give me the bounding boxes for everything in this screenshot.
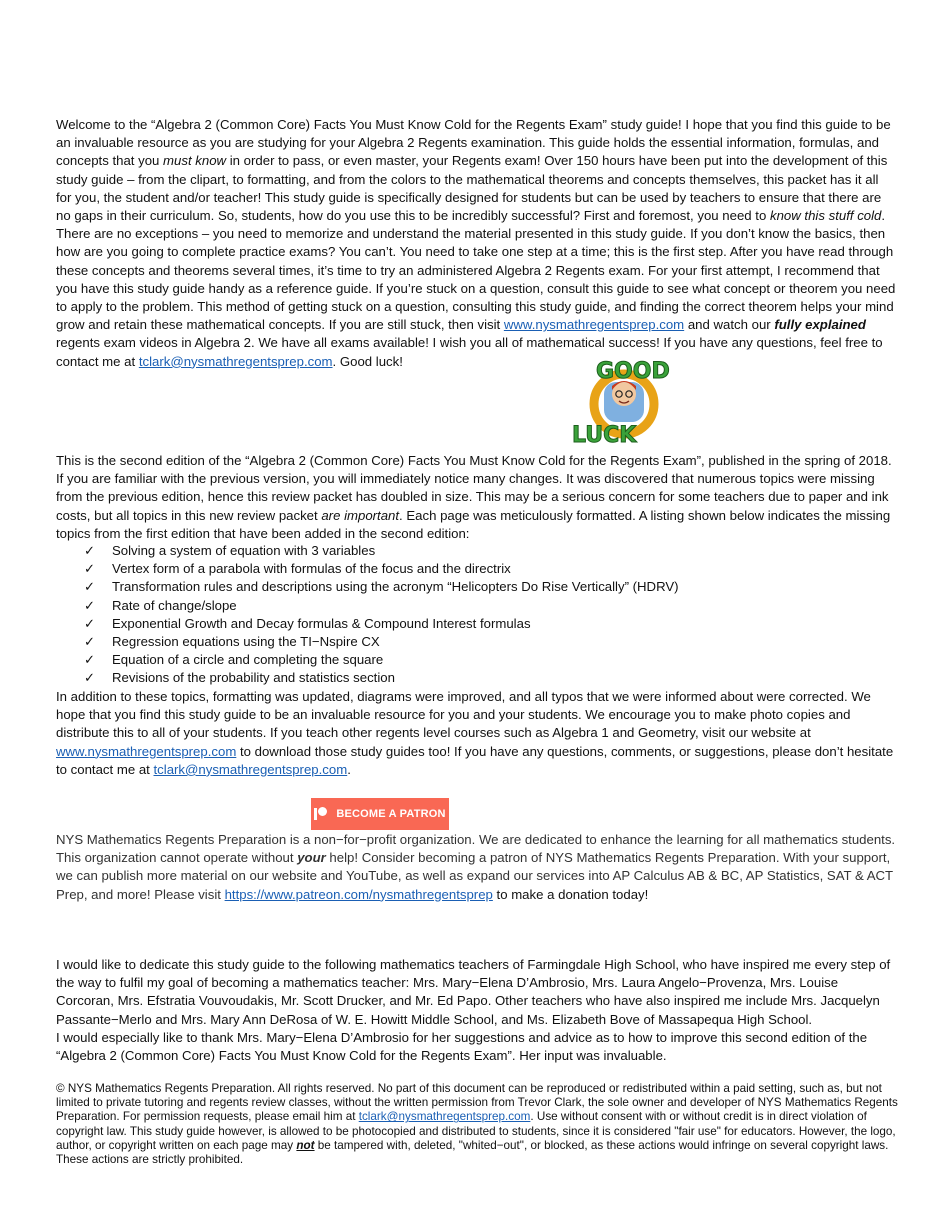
- intro-emphasis-know-cold: know this stuff cold: [769, 208, 882, 224]
- nonprofit-text: help! Consider becoming a patron of NYS Mathematics Regents Preparation. With your support, we can publish more material on our website and YouTube, as well as expand our services into AP Calculus AB & BC, AP Statistics, SAT & ACT Prep, and more! Please visit: [56, 850, 893, 902]
- checkmark-icon: ✓: [84, 652, 96, 668]
- good-luck-cartoon-icon: [566, 354, 678, 448]
- patreon-link[interactable]: https://www.patreon.com/nysmathregentsprep: [224, 886, 493, 902]
- thanks-paragraph: I would especially like to thank Mrs. Mary−Elena D’Ambrosio for her suggestions and advice as to how to improve this second edition of the “Algebra 2 (Common Core) Facts You Must Know Cold for the Regents Exam”. Her input was invaluable.: [56, 1030, 868, 1064]
- checkmark-icon: ✓: [84, 597, 96, 613]
- list-item-text: Vertex form of a parabola with formulas of the focus and the directrix: [112, 561, 511, 577]
- intro-text: Welcome to the “Algebra 2 (Common Core) Facts You Must Know Cold for the Regents Exam” study guide! I hope that you find this guide to be an invaluable resource as you are studying for your Algebra 2 Regents examination. This guide holds the essential information, formulas, and concepts that you: [56, 117, 891, 169]
- list-item: [56, 615, 896, 633]
- list-item-text: Equation of a circle and completing the square: [112, 652, 384, 668]
- list-item: [56, 597, 896, 615]
- checkmark-icon: ✓: [84, 561, 96, 577]
- additional-text: In addition to these topics, formatting was updated, diagrams were improved, and all typos that we were informed about were corrected. We hope that you find this study guide to be an invaluable resource for you and your students. We encourage you to make photo copies and distribute this to all of your students. If you teach other regents level courses such as Algebra 1 and Geometry, visit our website at: [56, 689, 871, 741]
- email-link[interactable]: tclark@nysmathregentsprep.com: [358, 1110, 531, 1124]
- additional-text: .: [347, 761, 351, 777]
- edition-text: This is the second edition of the “Algebra 2 (Common Core) Facts You Must Know Cold for the Regents Exam”, published in the spring of 2018. If you are familiar with the previous version, you will immediately notice many changes. It was discovered that numerous topics were missing from the previous edition, hence this review packet has doubled in size. This may be a serious concern for some teachers due to paper and ink costs, but all topics in this new review packet: [56, 453, 892, 523]
- intro-text: regents exam videos in Algebra 2. We have all exams available! I wish you all of mathematical success! If you have any questions, feel free to contact me at: [56, 335, 883, 369]
- additional-paragraph: [56, 688, 896, 779]
- nonprofit-text: to make a donation today!: [492, 886, 649, 902]
- good-word: GOOD: [596, 359, 670, 384]
- list-item: [56, 669, 896, 687]
- intro-text: and watch our: [684, 317, 775, 333]
- list-item-text: Solving a system of equation with 3 variables: [112, 543, 376, 558]
- list-item-text: Transformation rules and descriptions using the acronym “Helicopters Do Rise Vertically” (HDRV): [112, 579, 679, 595]
- copyright-notice: [56, 1082, 898, 1167]
- patron-button-label: BECOME A PATRON: [336, 808, 446, 820]
- intro-text: . There are no exceptions – you need to memorize and understand the material presented in this study guide. If you don’t know the basics, then how are you going to complete practice exams? You can’t. You need to take one step at a time; this is the first step. After you have read through these concepts and theorems several times, it’s time to try an administered Algebra 2 Regents exam. For your first attempt, I recommend that you have this study guide handy as a reference guide. If you’re stuck on a question, consult this guide to see what concept or theorem you need to apply to the problem. This method of getting stuck on a question, consulting this study guide, and finding the correct theorem helps your mind grow and retain these mathematical concepts. If you are still stuck, then visit: [56, 208, 896, 333]
- additional-text: to download those study guides too! If you have any questions, comments, or suggestions, please don’t hesitate to contact me at: [56, 743, 894, 777]
- intro-emphasis-fully-explained: fully explained: [774, 317, 866, 333]
- copyright-text: . Use without consent with or without credit is in direct violation of copyright law. This study guide however, is allowed to be photocopied and distributed to students, since it is considered "fair use" for educators. However, the logo, author, or copyright written on each page may: [56, 1110, 896, 1152]
- list-item: [56, 633, 896, 651]
- list-item: [56, 578, 896, 596]
- copyright-emphasis-not: not: [296, 1138, 315, 1152]
- email-link[interactable]: tclark@nysmathregentsprep.com: [138, 353, 333, 369]
- list-item-text: Rate of change/slope: [112, 597, 237, 613]
- edition-paragraph: [56, 452, 896, 543]
- list-item-text: Exponential Growth and Decay formulas & Compound Interest formulas: [112, 615, 531, 631]
- nonprofit-emphasis: your: [297, 850, 326, 866]
- website-link[interactable]: www.nysmathregentsprep.com: [56, 743, 237, 759]
- intro-paragraph: [56, 116, 896, 371]
- added-topics-list: [56, 542, 896, 688]
- copyright-text: be tampered with, deleted, "whited−out", or blocked, as these actions would infringe on several copyright laws. These actions are strictly prohibited.: [56, 1138, 889, 1167]
- list-item-text: Regression equations using the TI−Nspire CX: [112, 634, 380, 650]
- email-link[interactable]: tclark@nysmathregentsprep.com: [153, 761, 348, 777]
- copyright-text: © NYS Mathematics Regents Preparation. All rights reserved. No part of this document can be reproduced or redistributed within a paid setting, such as, but not limited to private tutoring and regents review classes, without the written permission from Trevor Clark, the sole owner and developer of NYS Mathematics Regents Preparation. For permission requests, please email him at: [56, 1082, 898, 1124]
- checkmark-icon: ✓: [84, 670, 96, 686]
- list-item: [56, 542, 896, 560]
- patreon-icon: [314, 807, 328, 821]
- intro-text: . Good luck!: [332, 353, 403, 369]
- list-item-text: Revisions of the probability and statistics section: [112, 670, 395, 686]
- edition-emphasis: are important: [321, 507, 400, 523]
- checkmark-icon: ✓: [84, 543, 96, 558]
- dedication-paragraph: I would like to dedicate this study guide to the following mathematics teachers of Farmingdale High School, who have inspired me every step of the way to fulfil my goal of becoming a mathematics teacher: Mrs. Mary−Elena D’Ambrosio, Mrs. Laura Angelo−Provenza, Mrs. Louise Corcoran, Mrs. Efstratia Vouvoudakis, Mr. Scott Drucker, and Mr. Ed Papo. Other teachers who have also inspired me include Mrs. Jacquelyn Passante−Merlo and Mrs. Mary Ann DeRosa of W. E. Howitt Middle School, and Ms. Elizabeth Bove of Massapequa High School.: [56, 957, 891, 1027]
- list-item: [56, 651, 896, 669]
- list-item: [56, 560, 896, 578]
- nonprofit-paragraph: [56, 831, 896, 904]
- luck-word: LUCK: [572, 423, 637, 448]
- become-patron-button[interactable]: [311, 798, 449, 830]
- website-link[interactable]: www.nysmathregentsprep.com: [503, 317, 685, 333]
- checkmark-icon: ✓: [84, 615, 96, 631]
- checkmark-icon: ✓: [84, 634, 96, 650]
- checkmark-icon: ✓: [84, 579, 96, 595]
- intro-emphasis-must-know: must know: [163, 153, 227, 169]
- edition-text: . Each page was meticulously formatted. A listing shown below indicates the missing topics from the first edition that have been added in the second edition:: [56, 507, 891, 541]
- nonprofit-text: NYS Mathematics Regents Preparation is a non−for−profit organization. We are dedicated to enhance the learning for all mathematics students. This organization cannot operate without: [56, 832, 896, 866]
- intro-text: in order to pass, or even master, your Regents exam! Over 150 hours have been put into the development of this study guide – from the clipart, to formatting, and from the colors to the mathematical theorems and concepts themselves, this packet has it all for you, the student and/or teacher! This study guide is specifically designed for students but can be used by teachers to ensure that there are no gaps in their curriculum. So, students, how do you use this to be incredibly successful? First and foremost, you need to: [56, 153, 888, 224]
